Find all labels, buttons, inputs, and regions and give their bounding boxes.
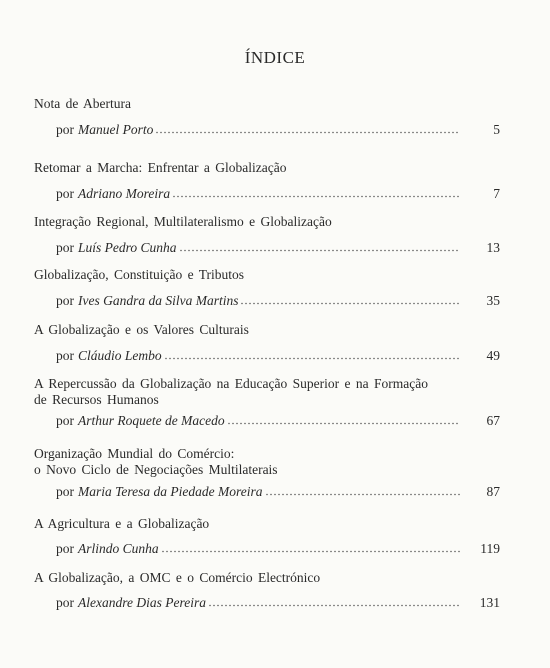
entry-title: A Globalização e os Valores Culturais (34, 322, 249, 337)
entry-title: Retomar a Marcha: Enfrentar a Globalização (34, 160, 287, 175)
entry-author-line (56, 541, 500, 557)
by-label: por (56, 240, 74, 255)
entry-author-line (56, 122, 500, 138)
entry-page-number: 67 (486, 413, 500, 428)
entry-author-line (56, 293, 500, 309)
entry-author: Adriano Moreira (78, 186, 171, 201)
dot-leader (227, 415, 460, 425)
entry-author: Alexandre Dias Pereira (78, 595, 206, 610)
dot-leader (164, 350, 460, 360)
by-label: por (56, 348, 74, 363)
entry-page-number: 13 (486, 240, 500, 255)
dot-leader (161, 543, 460, 553)
by-label: por (56, 595, 74, 610)
by-label: por (56, 413, 74, 428)
entry-author: Arlindo Cunha (78, 541, 159, 556)
entry-title: A Globalização, a OMC e o Comércio Electrónico (34, 570, 321, 585)
by-label: por (56, 122, 74, 137)
dot-leader (265, 486, 461, 496)
page-title: ÍNDICE (244, 48, 306, 67)
entry-author: Luís Pedro Cunha (78, 240, 177, 255)
entry-page-number: 87 (486, 484, 500, 499)
dot-leader (172, 188, 460, 198)
by-label: por (56, 293, 74, 308)
entry-title: Globalização, Constituição e Tributos (34, 267, 244, 282)
by-label: por (56, 186, 74, 201)
entry-title: A Agricultura e a Globalização (34, 516, 210, 531)
entry-author-line (56, 595, 500, 611)
entry-author-line (56, 413, 500, 429)
by-label: por (56, 541, 74, 556)
entry-author-line (56, 348, 500, 364)
entry-author: Ives Gandra da Silva Martins (78, 293, 239, 308)
entry-page-number: 7 (493, 186, 500, 201)
entry-title: Nota de Abertura (34, 96, 131, 111)
entry-page-number: 49 (486, 348, 500, 363)
entry-author: Arthur Roquete de Macedo (78, 413, 225, 428)
entry-page-number: 35 (486, 293, 500, 308)
entry-title: Integração Regional, Multilateralismo e Globalização (34, 214, 332, 229)
entry-page-number: 119 (480, 541, 500, 556)
dot-leader (155, 124, 460, 134)
entry-author: Manuel Porto (78, 122, 154, 137)
entry-title: Organização Mundial do Comércio: o Novo Ciclo de Negociações Multilaterais (34, 446, 278, 477)
dot-leader (179, 242, 460, 252)
entry-author: Cláudio Lembo (78, 348, 162, 363)
entry-author: Maria Teresa da Piedade Moreira (78, 484, 263, 499)
by-label: por (56, 484, 74, 499)
entry-page-number: 5 (493, 122, 500, 137)
entry-author-line (56, 484, 500, 500)
entry-title: A Repercussão da Globalização na Educação Superior e na Formação de Recursos Humanos (34, 376, 428, 407)
dot-leader (240, 295, 460, 305)
dot-leader (208, 597, 460, 607)
entry-page-number: 131 (479, 595, 500, 610)
entry-author-line (56, 240, 500, 256)
entry-author-line (56, 186, 500, 202)
